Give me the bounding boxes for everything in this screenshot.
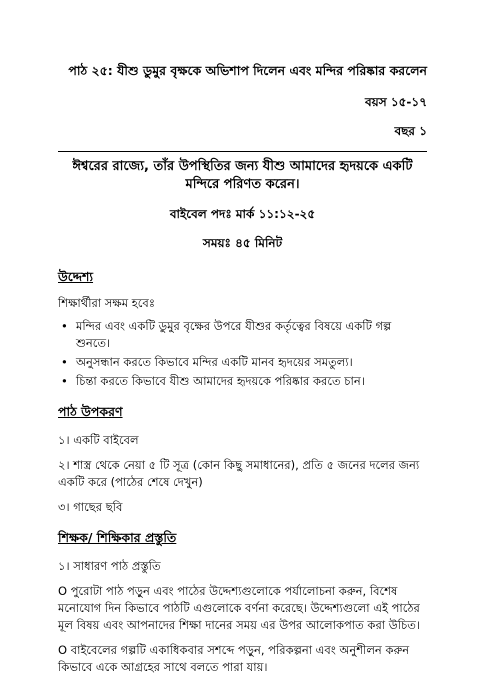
materials-heading: পাঠ উপকরণ bbox=[58, 404, 123, 419]
objectives-list bbox=[58, 318, 427, 390]
preparation-subheading: ১। সাধারণ পাঠ প্রস্তুতি bbox=[58, 559, 161, 573]
objective-item: • চিন্তা করতে কিভাবে যীশু আমাদের হৃদয়কে পরিষ্কার করতে চান। bbox=[61, 374, 365, 388]
material-item: ৩। গাছের ছবি bbox=[58, 500, 123, 514]
material-item: ২। শাস্ত্র থেকে নেয়া ৫ টি সূত্র (কোন কিছু সমাধানের), প্রতি ৫ জনের দলের জন্য একটি করে (পাঠের শেষে দেখুন) bbox=[58, 458, 420, 489]
header-divider bbox=[58, 151, 427, 152]
lesson-theme: ঈশ্বরের রাজ্যে, তাঁর উপস্থিতির জন্য যীশু আমাদের হৃদয়কে একটি মন্দিরে পরিণত করেন। bbox=[72, 159, 413, 192]
age-range: বয়স ১৫-১৭ bbox=[365, 95, 427, 109]
material-item: ১। একটি বাইবেল bbox=[58, 433, 139, 447]
preparation-heading: শিক্ষক/ শিক্ষিকার প্রস্তুতি bbox=[58, 530, 177, 545]
lesson-duration: সময়ঃ ৪৫ মিনিট bbox=[202, 236, 283, 250]
bible-reference: বাইবেল পদঃ মার্ক ১১:১২-২৫ bbox=[169, 207, 316, 221]
preparation-item: O পুরোটা পাঠ পড়ুন এবং পাঠের উদ্দেশ্যগুলোকে পর্যালোচনা করুন, বিশেষ মনোযোগ দিন কিভাবে পাঠটি এগুলোকে বর্ণনা করেছে। উদ্দেশ্যগুলো এই পাঠের মূল বিষয় এবং আপনাদের শিক্ষা দানের সময় এর উপর আলোকপাত করা উচিত। bbox=[58, 584, 420, 632]
bullet-icon: • bbox=[61, 374, 68, 388]
lesson-title: পাঠ ২৫: যীশু ডুমুর বৃক্ষকে অভিশাপ দিলেন এবং মন্দির পরিষ্কার করলেন bbox=[68, 63, 427, 78]
preparation-item: O বাইবেলের গল্পটি একাধিকবার সশব্দে পড়ুন, পরিকল্পনা এবং অনুশীলন করুন কিভাবে একে আগ্রহের সাথে বলতে পারা যায়। bbox=[58, 643, 410, 674]
bullet-icon: • bbox=[61, 319, 68, 333]
objectives-heading: উদ্দেশ্য bbox=[58, 269, 94, 284]
objective-item: • অনুসন্ধান করতে কিভাবে মন্দির একটি মানব হৃদয়ের সমতুল্য। bbox=[61, 355, 353, 369]
year-label: বছর ১ bbox=[394, 124, 427, 138]
bullet-icon: • bbox=[61, 355, 68, 369]
objective-item: • মন্দির এবং একটি ডুমুর বৃক্ষের উপরে যীশুর কর্তৃত্বের বিষয়ে একটি গল্প শুনতে। bbox=[61, 319, 392, 350]
objectives-intro: শিক্ষার্থীরা সক্ষম হবেঃ bbox=[58, 296, 155, 310]
